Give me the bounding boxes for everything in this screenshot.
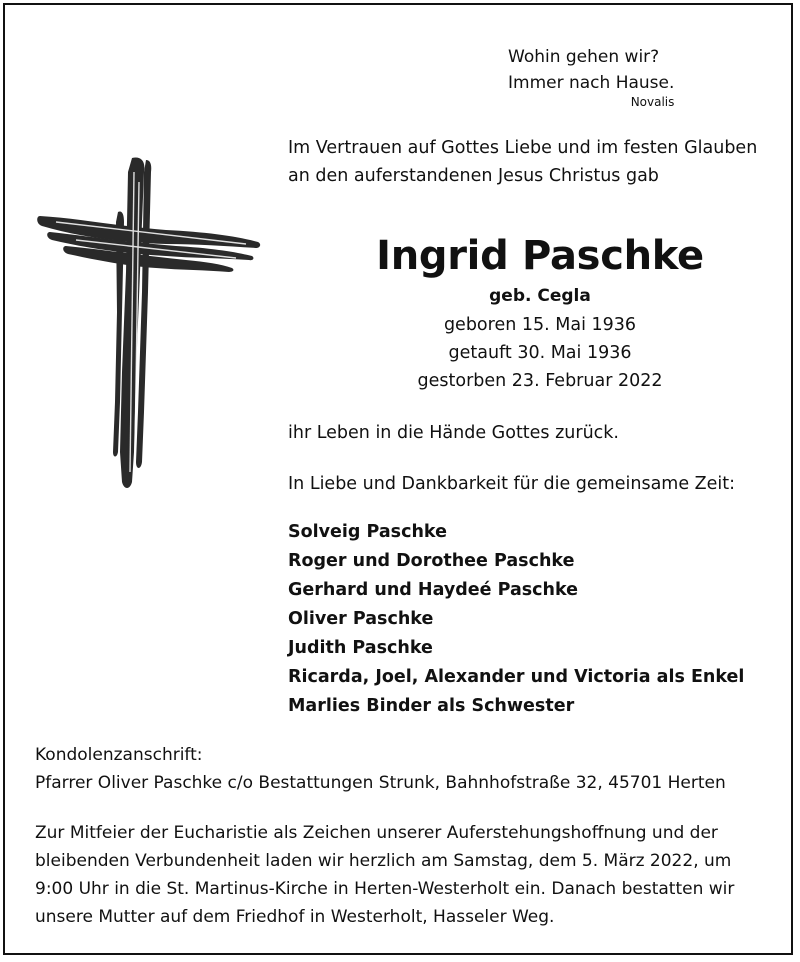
family-member: Roger und Dorothee Paschke — [288, 551, 575, 571]
life-dates — [280, 311, 800, 395]
quote — [508, 44, 674, 110]
service-line: bleibenden Verbundenheit laden wir herzlich am Samstag, dem 5. März 2022, um — [35, 851, 732, 871]
intro-line: an den auferstandenen Jesus Christus gab — [288, 166, 659, 186]
baptized-date: getauft 30. Mai 1936 — [448, 343, 632, 363]
service-line: unsere Mutter auf dem Friedhof in Westerholt, Hasseler Weg. — [35, 907, 555, 927]
quote-line: Immer nach Hause. — [508, 73, 675, 93]
condolence-address — [35, 741, 726, 797]
continuation-text: ihr Leben in die Hände Gottes zurück. — [288, 423, 619, 443]
family-list — [288, 518, 744, 721]
family-member: Marlies Binder als Schwester — [288, 696, 575, 716]
brushstroke-cross-icon — [36, 152, 264, 492]
quote-author: Novalis — [630, 95, 675, 109]
gratitude-text: In Liebe und Dankbarkeit für die gemeinsame Zeit: — [288, 474, 736, 494]
quote-line: Wohin gehen wir? — [508, 47, 660, 67]
service-line: Zur Mitfeier der Eucharistie als Zeichen unserer Auferstehungshoffnung und der — [35, 823, 718, 843]
family-member: Ricarda, Joel, Alexander und Victoria als Enkel — [288, 667, 745, 687]
intro-line: Im Vertrauen auf Gottes Liebe und im festen Glauben — [288, 138, 758, 158]
died-date: gestorben 23. Februar 2022 — [417, 371, 663, 391]
intro-text — [288, 134, 788, 190]
born-date: geboren 15. Mai 1936 — [443, 315, 637, 335]
service-line: 9:00 Uhr in die St. Martinus-Kirche in Herten-Westerholt ein. Danach bestatten wir — [35, 879, 735, 899]
birth-name: geb. Cegla — [489, 286, 591, 306]
family-member: Oliver Paschke — [288, 609, 434, 629]
condolence-address-line: Pfarrer Oliver Paschke c/o Bestattungen Strunk, Bahnhofstraße 32, 45701 Herten — [35, 773, 726, 793]
family-member: Gerhard und Haydeé Paschke — [288, 580, 579, 600]
deceased-name: Ingrid Paschke — [376, 233, 704, 279]
family-member: Judith Paschke — [288, 638, 433, 658]
family-member: Solveig Paschke — [288, 522, 447, 542]
service-announcement — [35, 819, 775, 931]
condolence-label: Kondolenzanschrift: — [35, 745, 203, 765]
